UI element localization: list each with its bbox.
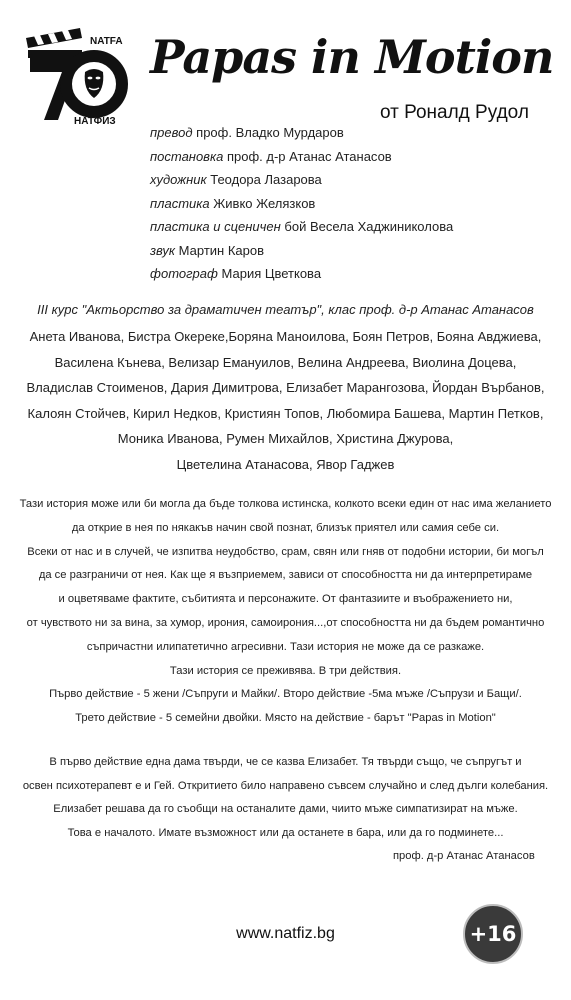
paragraph-line: Тази история се преживява. В три действия. [169,664,402,677]
paragraph-line: Тази история може или би могла да бъде толкова истинска, колкото всеки един от нас има желанието [19,498,552,510]
logo-text-natfa: NATFA [90,36,123,47]
credit-role: пластика [150,195,210,211]
credit-role: фотограф [150,266,218,281]
cast-line: Василена Кънева, Велизар Емануилов, Велина Андреева, Виолина Доцева, [54,354,517,370]
credit-line [150,172,322,187]
credit-role: звук [150,242,176,258]
credit-name: проф. Владко Мурдаров [196,125,344,140]
paragraph-line: съпричастни илипатетично агресивни. Тази история не може да се разкаже. [86,640,485,653]
credit-name: Мария Цветкова [221,266,322,281]
cast-line: Моника Иванова, Румен Михайлов, Христина Джурова, [117,431,454,446]
paragraph-line: Елизабет решава да го съобщи на останалите дами, чиито мъже симпатизират на мъже. [53,803,518,815]
credit-line [150,196,315,211]
credit-line [150,125,344,140]
credit-role: постановка [150,148,224,164]
course-line: III курс "Актьорство за драматичен театър", клас проф. д-р Атанас Атанасов [37,302,534,317]
signature: проф. д-р Атанас Атанасов [393,850,535,862]
credit-line [150,243,264,258]
cast-line: Цветелина Атанасова, Явор Гаджев [176,456,395,472]
credit-name: Мартин Каров [178,242,264,258]
credit-role: художник [150,172,207,187]
cast-line: Анета Иванова, Бистра Окереке,Боряна Маноилова, Боян Петров, Бояна Авджиева, [29,329,542,344]
paragraph-line: и оцветяваме фактите, събитията и персонажите. От фантазиите и въображението ни, [58,593,513,606]
credit-role: превод [150,125,193,140]
natfiz-70-logo [22,20,132,128]
credit-role: пластика и сценичен [150,219,281,234]
play-author: от Роналд Рудол [380,102,529,123]
website-link[interactable]: www.natfiz.bg [236,925,335,942]
cast-line: Калоян Стойчев, Кирил Недков, Кристиян Топов, Любомира Башева, Мартин Петков, [27,405,544,421]
logo-text-natfiz: НАТФИЗ [74,116,116,127]
cast-line: Владислав Стоименов, Дария Димитрова, Елизабет Марангозова, Йордан Върбанов, [26,380,545,395]
credit-line [150,219,453,234]
credit-line [150,149,392,164]
paragraph-line: В първо действие една дама твърди, че се казва Елизабет. Тя твърди също, че съпругът и [49,756,522,768]
credit-name: Живко Желязков [213,195,316,211]
credit-name: проф. д-р Атанас Атанасов [226,148,392,164]
paragraph-line: да открие в нея по някакъв начин свой познат, близък приятел или самия себе си. [71,521,500,534]
credit-name: бой Весела Хаджиниколова [284,219,454,234]
paragraph-line: Първо действие - 5 жени /Съпруги и Майки/. Второ действие -5ма мъже /Съпрузи и Бащи/. [49,688,522,701]
paragraph-line: Това е началото. Имате възможност или да останете в бара, или да го подминете... [67,826,504,839]
paragraph-line: от чувството ни за вина, за хумор, ирония, самоирония...,от способността ни да бъдем романтично [26,617,545,629]
credit-line [150,266,321,281]
theatre-mask-icon [85,69,104,98]
clapperboard-icon [26,28,82,58]
paragraph-line: освен психотерапевт е и Гей. Откритието било направено съвсем случайно и след дълги колебания. [22,779,549,792]
paragraph-line: да се разграничи от нея. Как ще я възприемем, зависи от способността ни да интерпретираме [38,569,533,582]
paragraph-line: Всеки от нас и в случей, че изпитва неудобство, срам, свян или гняв от подобни истории, би могъл [27,545,544,558]
age-rating-badge: +16 [463,904,523,964]
credit-name: Теодора Лазарова [210,172,322,187]
play-title: Papas in Motion [150,30,554,84]
paragraph-line: Трето действие - 5 семейни двойки. Място на действие - барът "Papas in Motion" [75,712,496,725]
